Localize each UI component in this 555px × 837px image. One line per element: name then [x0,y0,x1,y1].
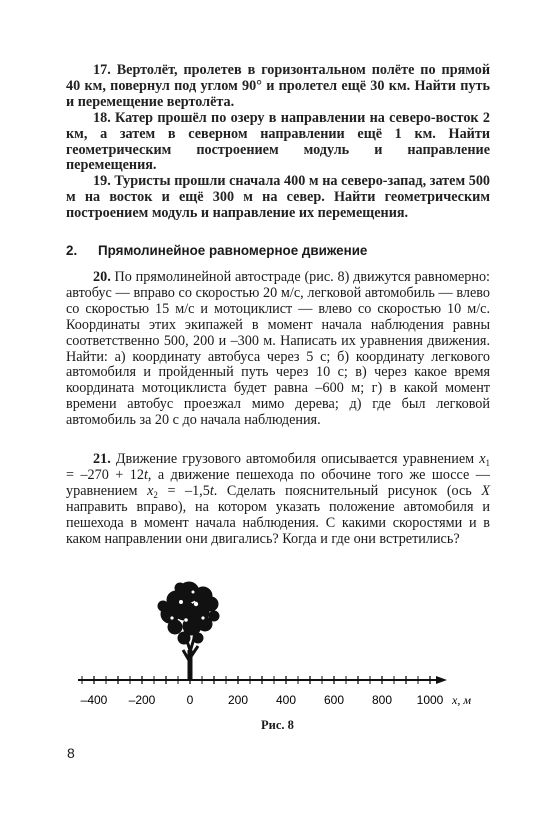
axis-tick-label: 1000 [416,693,444,707]
axis-name: X [481,482,490,499]
problem-text: По прямолинейной автостраде (рис. 8) движутся равномерно: автобус — вправо со скоростью 20 м/с, легковой автомобиль — влево со скоростью 15 м/с и мотоциклист — влево со скоростью 10 м/с. Координаты этих экипажей в момент начала наблюдения равны соответственно 500, 200 и –300 м. Написать их уравнения движения. Найти: а) координату автобуса через 5 с; б) координату легкового автомобиля и пройденный путь через 10 с; в) через какое время координата мотоциклиста будет равна –600 м; г) в какой момент времени автобус проезжал мимо дерева; д) где был легковой автомобиль за 20 с до начала наблюдения. [66,269,490,429]
var-x1-subscript: 1 [485,458,491,468]
var-x2-subscript: 2 [153,489,158,500]
axis-tick-label: –200 [128,693,156,707]
var-t: t [209,482,214,499]
problem-number: 19. [93,173,111,190]
problem-21 [66,452,490,547]
problems-17-19 [66,63,490,222]
problem-number: 17. [93,62,111,78]
equation-1: = –270 + 12 [66,466,144,483]
axis-tick-label: 200 [227,693,249,707]
problem-text: , а движение пешехода по обочине того же шоссе — уравнением [66,466,490,499]
problem-text: направить вправо), на котором указать положение автомобиля и пешехода в момент начала наблюдения. С какими скоростями и в каком направлении они двигались? Когда и где они встретились? [66,498,490,547]
problem-text: Туристы прошли сначала 400 м на северо-запад, затем 500 м на восток и ещё 300 м на север. Найти геометрическим построением модуль и направление их перемещения. [66,173,491,222]
axis-tick-label: 400 [275,693,297,707]
problem-18 [66,111,490,175]
tree-icon [158,582,219,679]
axis-label: x, м [452,693,471,707]
section-title: Прямолинейное равномерное движение [98,243,368,258]
problem-text: Движение грузового автомобиля описывается уравнением [115,451,480,467]
var-x2: x [147,482,154,499]
problem-20 [66,270,490,429]
problem-19 [66,174,490,222]
equation-2: = –1,5 [157,482,210,499]
figure-8 [0,580,555,740]
problem-number: 21. [93,451,111,467]
problem-number: 20. [93,269,111,285]
problem-text: Вертолёт, пролетев в горизонтальном полёте по прямой 40 км, повернул под углом 90° и пролетел ещё 30 км. Найти путь и перемещение вертолёта. [66,62,491,110]
axis-tick-label: 0 [186,693,194,707]
section-heading [66,243,490,258]
axis-tick-label: 600 [323,693,345,707]
var-t: t [143,466,148,483]
axis-tick-label: –400 [80,693,108,707]
axis-tick-label: 800 [371,693,393,707]
var-x1: x [479,451,486,467]
page-number: 8 [67,745,75,761]
problem-number: 18. [93,109,111,126]
axis-tick-labels [81,693,444,707]
problem-text: Катер прошёл по озеру в направлении на северо-восток 2 км, а затем в северном направлении ещё 1 км. Найти геометрическим построением модуль и направление перемещения. [66,109,490,174]
section-number: 2. [66,243,78,258]
figure-caption: Рис. 8 [261,718,294,732]
problem-17 [66,63,490,111]
problem-text: . Сделать пояснительный рисунок (ось [213,482,482,499]
